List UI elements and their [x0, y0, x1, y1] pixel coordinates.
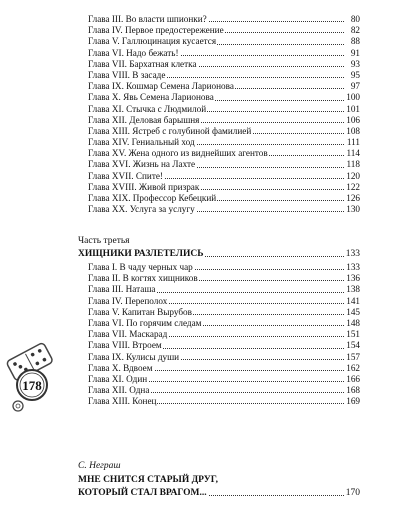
- part-title-page: 133: [345, 249, 360, 259]
- toc-entry: [78, 296, 360, 307]
- toc-entry: [78, 70, 360, 81]
- toc-entry-title: Глава XX. Услуга за услугу: [88, 204, 195, 215]
- toc-entry-page: 166: [346, 373, 360, 384]
- toc-entry-title: Глава X. Явь Семена Ларионова: [88, 92, 214, 103]
- toc-entry: [78, 171, 360, 182]
- toc-entry-page: 108: [346, 125, 360, 136]
- toc-entry-title: Глава X. Вдвоем: [88, 362, 153, 373]
- toc-entry-title: Глава I. В чаду черных чар: [88, 262, 193, 272]
- toc-entry: [78, 329, 360, 340]
- toc-entry-title: Глава XVII. Спите!: [88, 170, 163, 181]
- toc-entry: [78, 193, 360, 204]
- toc-entry: [78, 273, 360, 284]
- toc-entry: [78, 385, 360, 396]
- toc-entry-title: Глава VII. Бархатная клетка: [88, 58, 197, 69]
- toc-entry-title: Глава VI. Надо бежать!: [88, 47, 179, 58]
- epilogue-author: С. Неграш: [78, 461, 121, 471]
- toc-entry-title: Глава VIII. Втроем: [88, 340, 162, 351]
- toc-entry-page: 93: [350, 58, 360, 69]
- toc-list-top: [78, 14, 360, 215]
- toc-entry: [78, 48, 360, 59]
- toc-entry-title: Глава XI. Стычка с Людмилой: [88, 103, 207, 114]
- toc-entry: [78, 126, 360, 137]
- toc-entry-page: 162: [346, 362, 360, 373]
- toc-entry: [78, 92, 360, 103]
- epilogue-title-line1-text: МНЕ СНИТСЯ СТАРЫЙ ДРУГ,: [78, 475, 219, 485]
- toc-list-part3: [78, 262, 360, 407]
- token-icon: [13, 401, 23, 411]
- part-title: [78, 248, 360, 260]
- toc-entry: [78, 204, 360, 215]
- epilogue-title-line2-text: КОТОРЫЙ СТАЛ ВРАГОМ...: [78, 488, 207, 498]
- toc-entry-title: Глава VI. По горячим следам: [88, 317, 202, 328]
- toc-entry: [78, 182, 360, 193]
- toc-entry: [78, 14, 360, 25]
- part-label: Часть третья: [78, 236, 130, 246]
- toc-entry-page: 95: [350, 69, 360, 80]
- toc-entry: [78, 81, 360, 92]
- toc-entry: [78, 137, 360, 148]
- toc-entry-title: Глава IV. Переполох: [88, 295, 168, 306]
- toc-entry-page: 141: [346, 295, 360, 306]
- toc-entry: [78, 363, 360, 374]
- toc-entry-page: 97: [350, 81, 360, 92]
- toc-entry-title: Глава VII. Маскарад: [88, 329, 168, 340]
- toc-entry-title: Глава V. Капитан Вырубов: [88, 306, 192, 317]
- toc-entry-title: Глава IX. Кулисы души: [88, 351, 180, 362]
- toc-entry: [78, 307, 360, 318]
- toc-entry-page: 148: [346, 317, 360, 328]
- toc-entry: [78, 104, 360, 115]
- toc-entry-page: 114: [346, 148, 360, 159]
- toc-entry: [78, 262, 360, 273]
- toc-entry-page: 82: [350, 25, 360, 36]
- page-number: 178: [22, 378, 42, 393]
- toc-entry-page: 106: [346, 114, 360, 125]
- toc-entry-page: 169: [346, 396, 360, 407]
- toc-entry-page: 91: [350, 47, 360, 58]
- toc-entry-title: Глава XII. Одна: [88, 385, 150, 396]
- toc-entry-title: Глава VIII. В засаде: [88, 69, 166, 80]
- toc-entry-page: 101: [346, 103, 360, 114]
- toc-entry-page: 126: [346, 193, 360, 203]
- toc-entry: [78, 374, 360, 385]
- toc-entry-title: Глава XVI. Жизнь на Лахте: [88, 159, 196, 170]
- epilogue-title-line2: [78, 487, 360, 499]
- toc-entry-page: 168: [346, 385, 360, 396]
- toc-entry-page: 136: [346, 273, 360, 284]
- epilogue-title-line1: [78, 474, 360, 486]
- toc-entry-page: 154: [346, 340, 360, 351]
- toc-entry-page: 133: [346, 262, 360, 272]
- toc-entry: [78, 36, 360, 47]
- toc-entry: [78, 59, 360, 70]
- toc-entry-page: 157: [346, 351, 360, 362]
- toc-entry-title: Глава XIX. Профессор Кебецкий: [88, 193, 217, 203]
- part-title-text: ХИЩНИКИ РАЗЛЕТЕЛИСЬ: [78, 249, 204, 259]
- toc-entry: [78, 25, 360, 36]
- toc-entry-title: Глава XVIII. Живой призрак: [88, 181, 200, 192]
- toc-entry-page: 130: [346, 204, 360, 215]
- toc-entry-title: Глава IX. Кошмар Семена Ларионова: [88, 81, 234, 92]
- toc-entry-page: 145: [346, 306, 360, 317]
- toc-entry-title: Глава XI. Один: [88, 373, 148, 384]
- toc-entry-page: 120: [346, 170, 360, 181]
- toc-entry: [78, 159, 360, 170]
- toc-entry-page: 100: [346, 92, 360, 103]
- toc-entry: [78, 352, 360, 363]
- toc-entry-page: 122: [346, 181, 360, 192]
- toc-entry-title: Глава III. Наташа: [88, 284, 156, 295]
- toc-entry-title: Глава V. Галлюцинация кусается: [88, 36, 217, 47]
- page-number-badge: [4, 340, 64, 420]
- toc-entry-page: 151: [346, 329, 360, 340]
- toc-entry-title: Глава IV. Первое предостережение: [88, 25, 224, 36]
- toc-entry-page: 118: [346, 159, 360, 170]
- toc-entry-title: Глава XII. Деловая барышня: [88, 114, 200, 125]
- toc-entry-page: 80: [350, 14, 360, 24]
- toc-entry-title: Глава XV. Жена одного из виднейших агентов: [88, 148, 268, 159]
- toc-entry-page: 138: [346, 284, 360, 295]
- toc-entry: [78, 318, 360, 329]
- toc-entry-title: Глава XIV. Гениальный ход: [88, 137, 195, 148]
- toc-entry: [78, 115, 360, 126]
- epilogue-page: 170: [345, 488, 360, 498]
- toc-entry: [78, 284, 360, 295]
- toc-entry-title: Глава XIII. Ястреб с голубиной фамилией: [88, 125, 252, 136]
- toc-entry-title: Глава XIII. Конец: [88, 396, 157, 407]
- toc-entry: [78, 148, 360, 159]
- toc-entry: [78, 396, 360, 407]
- toc-entry-page: 111: [346, 137, 360, 148]
- toc-entry-title: Глава III. Во власти шпионки?: [88, 14, 207, 24]
- toc-entry-page: 88: [350, 36, 360, 47]
- toc-entry: [78, 340, 360, 351]
- toc-entry-title: Глава II. В когтях хищников: [88, 273, 198, 284]
